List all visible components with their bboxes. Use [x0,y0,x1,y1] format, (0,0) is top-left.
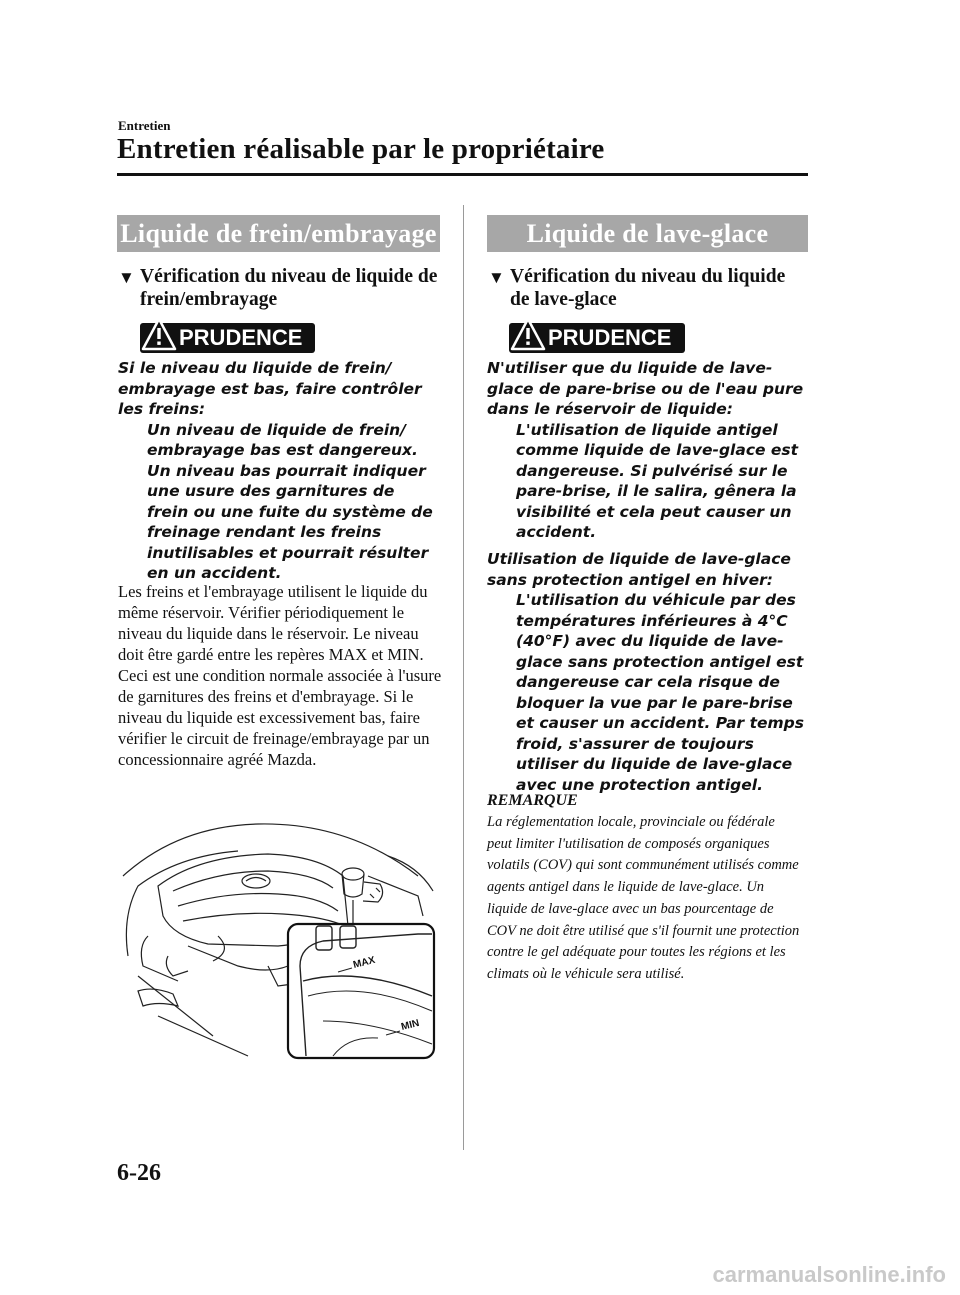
min-mark-label: MIN [400,1017,421,1033]
max-mark-label: MAX [352,954,377,971]
section-label: Entretien [118,118,171,133]
triangle-bullet-icon: ▼ [488,268,505,287]
caution-label [140,323,315,353]
column-divider [463,205,464,1150]
header-rule [117,173,808,176]
warning-triangle-icon [141,317,177,353]
warning-block-brake [118,358,440,584]
section-band-brake-fluid: Liquide de frein/embrayage [117,215,440,252]
page-number: 6-26 [117,1160,161,1186]
engine-bay-illustration [118,816,440,1062]
subheading-text: Vérification du niveau de liquide de frein/embrayage [140,266,438,310]
triangle-bullet-icon: ▼ [118,268,135,287]
warning-block-washer-1 [487,358,810,543]
warning-block-washer-2 [487,549,810,795]
subheading-text: Vérification du niveau du liquide de lave-glace [510,266,786,310]
warning-triangle-icon [510,317,546,353]
warning-detail: Un niveau de liquide de frein/ embrayage bas est dangereux. Un niveau bas pourrait indiquer une usure des garnitures de frein ou une fuite du système de freinage rendant les freins inutilisables et pourrait résulter en un accident. [147,420,433,582]
watermark: carmanualsonline.info [712,1262,946,1287]
page-title: Entretien réalisable par le propriétaire [117,133,605,165]
warning-detail: L'utilisation de liquide antigel comme liquide de lave-glace est dangereuse. Si pulvérisé sur le pare-brise, il le salira, gênera la visibilité et cela peut causer un accident. [516,420,799,541]
body-paragraph-brake: Les freins et l'embrayage utilisent le liquide du même réservoir. Vérifier périodiquement le niveau du liquide dans le réservoir. Le niveau doit être gardé entre les repères MAX et MIN. Ceci est une condition normale associée à l'usure de garnitures des freins et d'embrayage. Si le niveau du liquide est excessivement bas, faire vérifier le circuit de freinage/embrayage par un concessionnaire agréé Mazda. [118,582,442,769]
note-body: La réglementation locale, provinciale ou fédérale peut limiter l'utilisation de composés organiques volatils (COV) qui sont communément utilisés comme agents antigel dans le liquide de lave-glace. Un liquide de lave-glace avec un bas pourcentage de COV ne doit être utilisé que s'il fournit une protection contre le gel adéquate pour toutes les régions et les climats où le véhicule sera utilisé. [487,814,800,982]
warning-lead: Utilisation de liquide de lave-glace sans protection antigel en hiver: [487,550,791,589]
caution-text: PRUDENCE [548,325,672,350]
subheading-brake-check [118,265,443,311]
section-band-washer-fluid: Liquide de lave-glace [487,215,808,252]
caution-text: PRUDENCE [179,325,303,350]
caution-label [509,323,685,353]
warning-detail: L'utilisation du véhicule par des températures inférieures à 4°C (40°F) avec du liquide de lave-glace sans protection antigel est dangereuse car cela risque de bloquer la vue par le pare-brise et causer un accident. Par temps froid, s'assurer de toujours utiliser du liquide de lave-glace avec une protection antigel. [516,591,804,794]
warning-lead: Si le niveau du liquide de frein/ embrayage est bas, faire contrôler les freins: [118,359,422,418]
warning-lead: N'utiliser que du liquide de lave-glace de pare-brise ou de l'eau pure dans le réservoir de liquide: [487,359,804,418]
note-heading: REMARQUE [487,792,578,809]
subheading-washer-check [488,265,808,311]
